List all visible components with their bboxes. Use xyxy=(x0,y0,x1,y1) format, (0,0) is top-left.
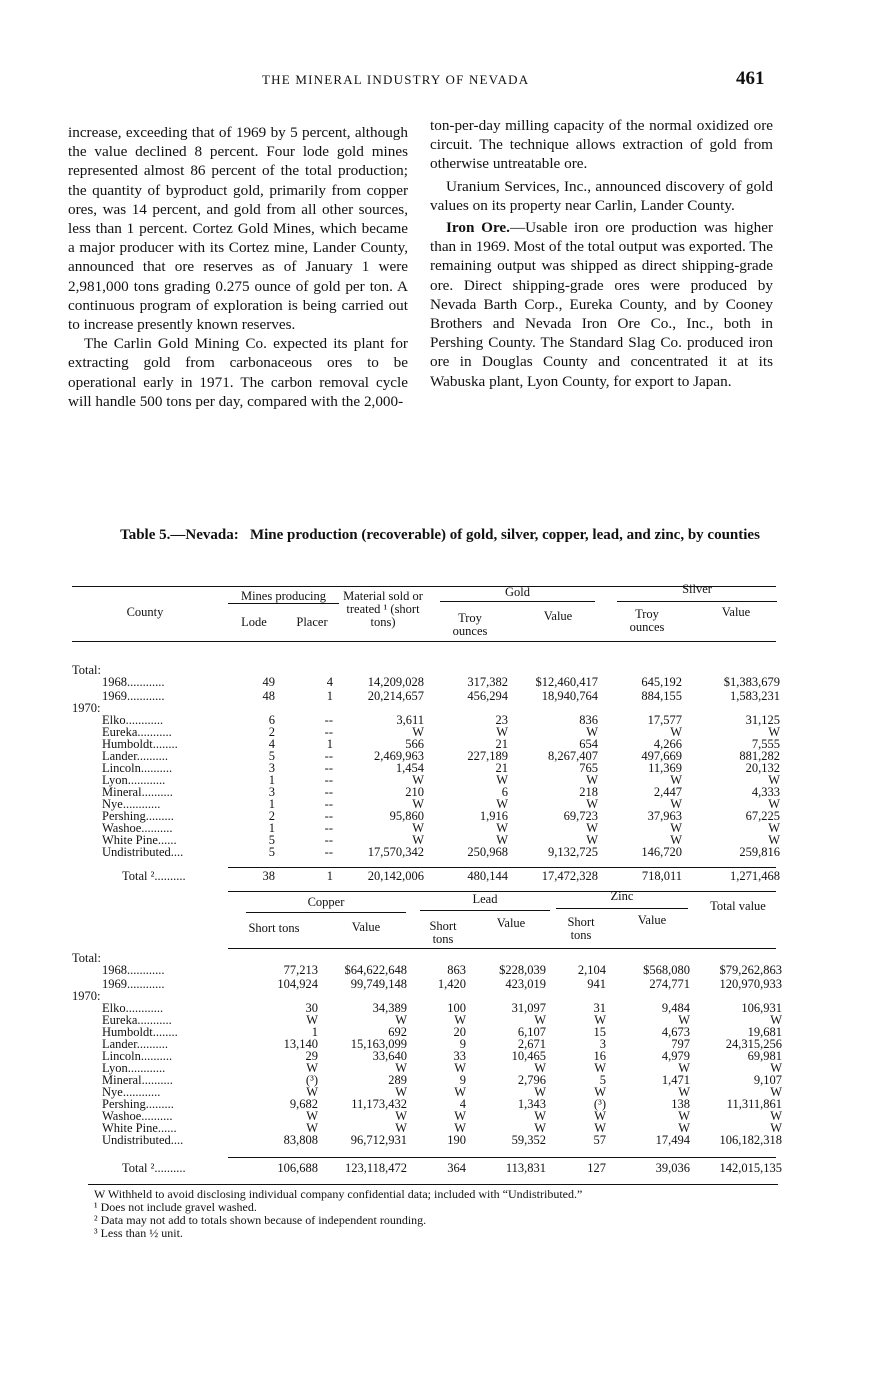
table-cell: 106,182,318 xyxy=(719,1133,782,1147)
table-cell: 210 xyxy=(405,785,424,799)
table-cell: 14,209,028 xyxy=(367,675,424,689)
table-cell: W xyxy=(412,773,424,787)
table-cell: 96,712,931 xyxy=(350,1133,407,1147)
table-cell: W xyxy=(496,773,508,787)
table-cell: -- xyxy=(324,797,333,811)
footnote: ² Data may not add to totals shown because of independent rounding. xyxy=(94,1213,427,1227)
row-label: 1970: xyxy=(72,701,101,715)
table-cell: W xyxy=(768,725,780,739)
table-cell: 3 xyxy=(599,1037,606,1051)
row-label: Lincoln.......... xyxy=(102,1049,173,1063)
table-cell: 2,104 xyxy=(577,963,606,977)
row-label: Lincoln.......... xyxy=(102,761,173,775)
col-header-placer: Placer xyxy=(296,615,328,629)
table-cell: W xyxy=(395,1109,407,1123)
table-cell: 39,036 xyxy=(655,1161,690,1175)
table-cell: 4,979 xyxy=(661,1049,690,1063)
table-cell: 100 xyxy=(447,1001,466,1015)
table-cell: 9,132,725 xyxy=(548,845,598,859)
col-header-county: County xyxy=(126,605,164,619)
table-cell: 4,673 xyxy=(661,1025,690,1039)
table-cell: W xyxy=(670,833,682,847)
text-column-left xyxy=(68,123,408,411)
table-cell: W xyxy=(678,1013,690,1027)
row-label: Total: xyxy=(72,663,101,677)
table-cell: W xyxy=(594,1109,606,1123)
table-cell: 4 xyxy=(326,675,333,689)
table-cell: W xyxy=(586,821,598,835)
col-header-copper-short: Short tons xyxy=(248,921,300,935)
text-column-right xyxy=(430,116,773,391)
table-cell: -- xyxy=(324,749,333,763)
col-header-gold-troy: Troy ounces xyxy=(452,611,488,638)
row-label: 1968............ xyxy=(102,963,165,977)
col-header-lode: Lode xyxy=(241,615,267,629)
row-label: White Pine...... xyxy=(102,833,177,847)
table-cell: W xyxy=(678,1085,690,1099)
table-cell: 9 xyxy=(459,1037,466,1051)
table-cell: W xyxy=(306,1121,318,1135)
col-header-silver-troy: Troy ounces xyxy=(629,607,665,634)
table-cell: 17,570,342 xyxy=(367,845,424,859)
table-cell: $228,039 xyxy=(499,963,546,977)
table-cell: 83,808 xyxy=(283,1133,318,1147)
total-rule xyxy=(228,867,776,868)
table-cell: 250,968 xyxy=(467,845,508,859)
row-label: 1970: xyxy=(72,989,101,1003)
table-cell: 259,816 xyxy=(739,845,780,859)
table-cell: W xyxy=(454,1121,466,1135)
table-cell: W xyxy=(594,1085,606,1099)
row-label: Total ².......... xyxy=(122,869,186,883)
table-cell: W xyxy=(768,797,780,811)
table-cell: 17,472,328 xyxy=(541,869,598,883)
header-rule xyxy=(228,603,339,604)
row-label: Total ².......... xyxy=(122,1161,186,1175)
iron-ore-heading: Iron Ore. xyxy=(446,219,510,237)
header-rule xyxy=(246,912,406,913)
table-cell: (³) xyxy=(305,1073,318,1087)
table-cell: 1,583,231 xyxy=(730,689,780,703)
row-label: Lander.......... xyxy=(102,749,168,763)
table-cell: W xyxy=(496,821,508,835)
table-cell: W xyxy=(412,725,424,739)
table-cell: W xyxy=(594,1013,606,1027)
table-cell: 33,640 xyxy=(372,1049,407,1063)
table-cell: -- xyxy=(324,713,333,727)
table-cell: 29 xyxy=(305,1049,318,1063)
table-cell: 49 xyxy=(262,675,275,689)
table-cell: W xyxy=(594,1121,606,1135)
table-cell: 1 xyxy=(326,737,333,751)
table-cell: W xyxy=(768,821,780,835)
table-cell: W xyxy=(496,797,508,811)
row-label: Humboldt........ xyxy=(102,1025,178,1039)
table-cell: W xyxy=(454,1013,466,1027)
header-rule xyxy=(440,601,595,602)
table-cell: W xyxy=(412,797,424,811)
table-cell: 1,420 xyxy=(437,977,466,991)
paragraph: increase, exceeding that of 1969 by 5 percent, although the value declined 8 percent. Four lode gold mines represented almost 86 percent of the total production; the quantity of byproduct gold, primarily from copper ores, was 14 percent, and gold from all other sources, less than 1 percent. Cortez Gold Mines, which became a major producer with its Cortez mine, Lander County, announced that ore reserves as of January 1 were 2,981,000 tons grading 0.275 ounce of gold per ton. A continuous program of exploration is being carried out to increase presently known reserves. xyxy=(68,124,408,334)
col-header-zinc-value: Value xyxy=(637,913,667,927)
table-cell: 218 xyxy=(579,785,598,799)
row-label: Washoe.......... xyxy=(102,821,173,835)
row-label: Undistributed.... xyxy=(102,845,184,859)
row-label: Washoe.......... xyxy=(102,1109,173,1123)
table-cell: 59,352 xyxy=(511,1133,546,1147)
table-cell: W xyxy=(454,1085,466,1099)
table-cell: -- xyxy=(324,785,333,799)
table-cell: 863 xyxy=(447,963,466,977)
table-cell: W xyxy=(454,1061,466,1075)
col-header-zinc-short: Short tons xyxy=(567,915,595,942)
table-cell: W xyxy=(586,725,598,739)
row-label: Eureka........... xyxy=(102,725,172,739)
table-cell: 24,315,256 xyxy=(725,1037,782,1051)
table-cell: 364 xyxy=(447,1161,466,1175)
row-label: Elko............ xyxy=(102,713,164,727)
table-cell: 1,454 xyxy=(395,761,424,775)
table-cell: W xyxy=(395,1121,407,1135)
table-cell: W xyxy=(770,1061,782,1075)
table-cell: W xyxy=(412,821,424,835)
table-cell: 15,163,099 xyxy=(350,1037,407,1051)
col-header-lead-value: Value xyxy=(496,916,526,930)
table-cell: W xyxy=(586,833,598,847)
paragraph: Uranium Services, Inc., announced discovery of gold values on its property near Carlin, Lander County. xyxy=(430,177,773,214)
table-cell: W xyxy=(534,1013,546,1027)
table-cell: W xyxy=(670,725,682,739)
table-cell: 3 xyxy=(268,761,275,775)
table-cell: $64,622,648 xyxy=(344,963,407,977)
header-rule xyxy=(420,910,550,911)
table-cell: W xyxy=(395,1085,407,1099)
lower-top-rule xyxy=(228,891,776,892)
table-cell: 1 xyxy=(326,869,333,883)
row-label: Eureka........... xyxy=(102,1013,172,1027)
col-header-mines: Mines producing xyxy=(240,589,327,603)
table-cell: -- xyxy=(324,725,333,739)
table-cell: 1 xyxy=(268,797,275,811)
footnote: ³ Less than ½ unit. xyxy=(94,1226,183,1240)
row-label: Lyon............ xyxy=(102,773,166,787)
table-cell: W xyxy=(534,1109,546,1123)
table-cell: 423,019 xyxy=(505,977,546,991)
col-header-total-value: Total value xyxy=(710,899,766,913)
table-cell: W xyxy=(670,821,682,835)
table-cell: 19,681 xyxy=(747,1025,782,1039)
table-cell: 836 xyxy=(579,713,598,727)
table-cell: 881,282 xyxy=(739,749,780,763)
table-cell: 23 xyxy=(495,713,508,727)
table-cell: 941 xyxy=(587,977,606,991)
row-label: Elko............ xyxy=(102,1001,164,1015)
table-cell: 645,192 xyxy=(641,675,682,689)
table-cell: W xyxy=(306,1109,318,1123)
table-cell: 77,213 xyxy=(283,963,318,977)
col-header-silver-value: Value xyxy=(721,605,751,619)
table-cell: 6 xyxy=(268,713,275,727)
table-cell: 4 xyxy=(268,737,275,751)
table-cell: 38 xyxy=(262,869,275,883)
footnote: W Withheld to avoid disclosing individual company confidential data; included with “Undistributed.” xyxy=(94,1187,583,1201)
table-cell: -- xyxy=(324,845,333,859)
table-cell: 456,294 xyxy=(467,689,508,703)
table-cell: 11,369 xyxy=(648,761,682,775)
row-label: Lyon............ xyxy=(102,1061,166,1075)
table-cell: 3,611 xyxy=(396,713,424,727)
table-cell: W xyxy=(670,797,682,811)
footnote: ¹ Does not include gravel washed. xyxy=(94,1200,257,1214)
iron-ore-body: —Usable iron ore production was higher than in 1969. Most of the total output was exported. The remaining output was shipped as direct shipping-grade ore. Direct shipping-grade ores were produced by Nevada Barth Corp., Eureka County, and by Cooney Brothers and Nevada Iron Ore Co., Inc., both in Pershing County. The Standard Slag Co. produced iron ore in Douglas County and concentrated it at its Wabuska plant, Lyon County, for export to Japan. xyxy=(430,219,773,390)
table-cell: 4,266 xyxy=(653,737,682,751)
table-cell: 11,173,432 xyxy=(351,1097,407,1111)
table-cell: 1 xyxy=(326,689,333,703)
col-header-copper: Copper xyxy=(307,895,345,909)
row-label: White Pine...... xyxy=(102,1121,177,1135)
table-cell: W xyxy=(412,833,424,847)
table-number: Table 5.—Nevada: xyxy=(120,527,239,543)
row-label: Undistributed.... xyxy=(102,1133,184,1147)
header-rule xyxy=(617,601,777,602)
col-header-lead: Lead xyxy=(472,892,498,906)
table-cell: W xyxy=(534,1085,546,1099)
table-cell: 138 xyxy=(671,1097,690,1111)
table-cell: 797 xyxy=(671,1037,690,1051)
table-cell: W xyxy=(534,1061,546,1075)
table-cell: W xyxy=(770,1085,782,1099)
table-cell: 95,860 xyxy=(389,809,424,823)
table-cell: 20,132 xyxy=(745,761,780,775)
col-header-gold: Gold xyxy=(505,585,530,599)
col-header-material: Material sold or treated ¹ (short tons) xyxy=(343,589,423,629)
table-cell: $12,460,417 xyxy=(535,675,598,689)
table-cell: W xyxy=(306,1061,318,1075)
table-cell: 9,484 xyxy=(661,1001,690,1015)
table-cell: -- xyxy=(324,773,333,787)
table-cell: 9,682 xyxy=(289,1097,318,1111)
table-cell: 16 xyxy=(593,1049,606,1063)
row-label: Total: xyxy=(72,951,101,965)
table-cell: 99,749,148 xyxy=(350,977,407,991)
table-cell: 20,142,006 xyxy=(367,869,424,883)
table-cell: W xyxy=(670,773,682,787)
paragraph: ton-per-day milling capacity of the normal oxidized ore circuit. The technique allows extraction of gold from otherwise untreatable ore. xyxy=(430,117,773,173)
table-cell: 4 xyxy=(459,1097,466,1111)
table-cell: W xyxy=(768,833,780,847)
table-cell: W xyxy=(395,1013,407,1027)
table-cell: 120,970,933 xyxy=(719,977,782,991)
table-cell: 718,011 xyxy=(641,869,682,883)
table-cell: 34,389 xyxy=(372,1001,407,1015)
table-cell: W xyxy=(678,1061,690,1075)
table-cell: 566 xyxy=(405,737,424,751)
table-cell: 692 xyxy=(388,1025,407,1039)
table-cell: 289 xyxy=(388,1073,407,1087)
header-rule xyxy=(556,908,688,909)
table-cell: W xyxy=(678,1121,690,1135)
table-cell: 4,333 xyxy=(751,785,780,799)
table-cell: -- xyxy=(324,761,333,775)
table-cell: 1,916 xyxy=(479,809,508,823)
table-cell: 1 xyxy=(311,1025,318,1039)
table-cell: W xyxy=(306,1085,318,1099)
table-cell: W xyxy=(534,1121,546,1135)
table-cell: W xyxy=(496,725,508,739)
table-cell: W xyxy=(306,1013,318,1027)
table-cell: 2,447 xyxy=(653,785,682,799)
page-header xyxy=(0,68,871,92)
table-cell: 884,155 xyxy=(641,689,682,703)
table-cell: -- xyxy=(324,833,333,847)
paragraph-iron-ore xyxy=(430,218,773,391)
row-label: 1968............ xyxy=(102,675,165,689)
table-cell: 2,796 xyxy=(517,1073,546,1087)
row-label: Mineral.......... xyxy=(102,1073,173,1087)
table-cell: 654 xyxy=(579,737,598,751)
table-cell: W xyxy=(768,773,780,787)
table-cell: 765 xyxy=(579,761,598,775)
table-cell: W xyxy=(496,833,508,847)
col-header-silver: Silver xyxy=(682,582,712,596)
row-label: Mineral.......... xyxy=(102,785,173,799)
col-header-copper-value: Value xyxy=(351,920,381,934)
table-cell: 2,671 xyxy=(517,1037,546,1051)
table-cell: 11,311,861 xyxy=(726,1097,782,1111)
table-cell: 6 xyxy=(501,785,508,799)
row-label: Lander.......... xyxy=(102,1037,168,1051)
table-cell: $1,383,679 xyxy=(723,675,780,689)
row-label: 1969............ xyxy=(102,689,165,703)
table-cell: W xyxy=(770,1109,782,1123)
table-cell: W xyxy=(770,1013,782,1027)
table-cell: 190 xyxy=(447,1133,466,1147)
table-cell: W xyxy=(586,773,598,787)
table-cell: 5 xyxy=(268,845,275,859)
table-cell: 142,015,135 xyxy=(719,1161,782,1175)
table-cell: -- xyxy=(324,809,333,823)
table-cell: 6,107 xyxy=(517,1025,546,1039)
table-cell: W xyxy=(586,797,598,811)
table-cell: 17,494 xyxy=(655,1133,690,1147)
page-number: 461 xyxy=(736,68,765,89)
table-cell: 67,225 xyxy=(745,809,780,823)
table-cell: W xyxy=(678,1109,690,1123)
table-cell: 1,471 xyxy=(661,1073,690,1087)
table-cell: -- xyxy=(324,821,333,835)
table-cell: 1 xyxy=(268,773,275,787)
table-cell: 69,981 xyxy=(747,1049,782,1063)
table-cell: 104,924 xyxy=(277,977,318,991)
row-label: Nye............ xyxy=(102,797,161,811)
table-cell: 20 xyxy=(453,1025,466,1039)
table-cell: 8,267,407 xyxy=(548,749,598,763)
col-header-gold-value: Value xyxy=(543,609,573,623)
table-cell: 5 xyxy=(599,1073,606,1087)
table-cell: 37,963 xyxy=(647,809,682,823)
table-cell: W xyxy=(395,1061,407,1075)
table-cell: 127 xyxy=(587,1161,606,1175)
table-cell: 2,469,963 xyxy=(374,749,424,763)
table-cell: 113,831 xyxy=(505,1161,546,1175)
running-title: THE MINERAL INDUSTRY OF NEVADA xyxy=(262,72,530,87)
table-cell: 31,125 xyxy=(745,713,780,727)
table-cell: 227,189 xyxy=(467,749,508,763)
table-cell: W xyxy=(770,1121,782,1135)
table-cell: 10,465 xyxy=(511,1049,546,1063)
table-cell: 274,771 xyxy=(649,977,690,991)
table-caption xyxy=(90,526,790,545)
table-cell: 5 xyxy=(268,749,275,763)
table-cell: W xyxy=(454,1109,466,1123)
table-cell: 7,555 xyxy=(751,737,780,751)
table-cell: (³) xyxy=(593,1097,606,1111)
paragraph: The Carlin Gold Mining Co. expected its plant for extracting gold from carbonaceous ores to be operational early in 1971. The carbon removal cycle will handle 500 tons per day, compared with the 2,000- xyxy=(68,335,408,410)
table-cell: 21 xyxy=(495,737,508,751)
table-title: Mine production (recoverable) of gold, silver, copper, lead, and zinc, by counties xyxy=(249,527,760,543)
table-cell: $568,080 xyxy=(643,963,690,977)
table-cell: 48 xyxy=(262,689,275,703)
table-cell: 5 xyxy=(268,833,275,847)
table-cell: 31,097 xyxy=(511,1001,546,1015)
table-cell: 17,577 xyxy=(647,713,682,727)
row-label: Pershing......... xyxy=(102,809,174,823)
table-cell: 1,271,468 xyxy=(730,869,780,883)
col-header-lead-short: Short tons xyxy=(429,919,457,946)
table-cell: 18,940,764 xyxy=(541,689,598,703)
header-bottom-rule xyxy=(228,948,776,949)
total-rule xyxy=(228,1157,776,1158)
table-cell: 2 xyxy=(268,809,275,823)
table-cell: 1 xyxy=(268,821,275,835)
table-cell: 497,669 xyxy=(641,749,682,763)
table-cell: 13,140 xyxy=(283,1037,318,1051)
col-header-zinc: Zinc xyxy=(610,889,634,903)
table-cell: 3 xyxy=(268,785,275,799)
table-cell: 9 xyxy=(459,1073,466,1087)
table-cell: 123,118,472 xyxy=(344,1161,407,1175)
header-bottom-rule xyxy=(72,641,776,642)
table-cell: 69,723 xyxy=(563,809,598,823)
table-bottom-rule xyxy=(88,1184,778,1185)
table-cell: 31 xyxy=(593,1001,606,1015)
table-cell: 33 xyxy=(453,1049,466,1063)
table-cell: 30 xyxy=(305,1001,318,1015)
table-cell: 146,720 xyxy=(641,845,682,859)
row-label: Nye............ xyxy=(102,1085,161,1099)
table-cell: 480,144 xyxy=(467,869,508,883)
row-label: Humboldt........ xyxy=(102,737,178,751)
row-label: 1969............ xyxy=(102,977,165,991)
table-cell: 20,214,657 xyxy=(367,689,424,703)
row-label: Pershing......... xyxy=(102,1097,174,1111)
table-cell: 106,931 xyxy=(741,1001,782,1015)
table-cell: 2 xyxy=(268,725,275,739)
table-cell: 57 xyxy=(593,1133,606,1147)
table-cell: 21 xyxy=(495,761,508,775)
table-cell: W xyxy=(594,1061,606,1075)
table-cell: 317,382 xyxy=(467,675,508,689)
table-cell: 1,343 xyxy=(517,1097,546,1111)
table-cell: 106,688 xyxy=(277,1161,318,1175)
table-cell: 9,107 xyxy=(753,1073,782,1087)
table-cell: 15 xyxy=(593,1025,606,1039)
table-cell: $79,262,863 xyxy=(719,963,782,977)
